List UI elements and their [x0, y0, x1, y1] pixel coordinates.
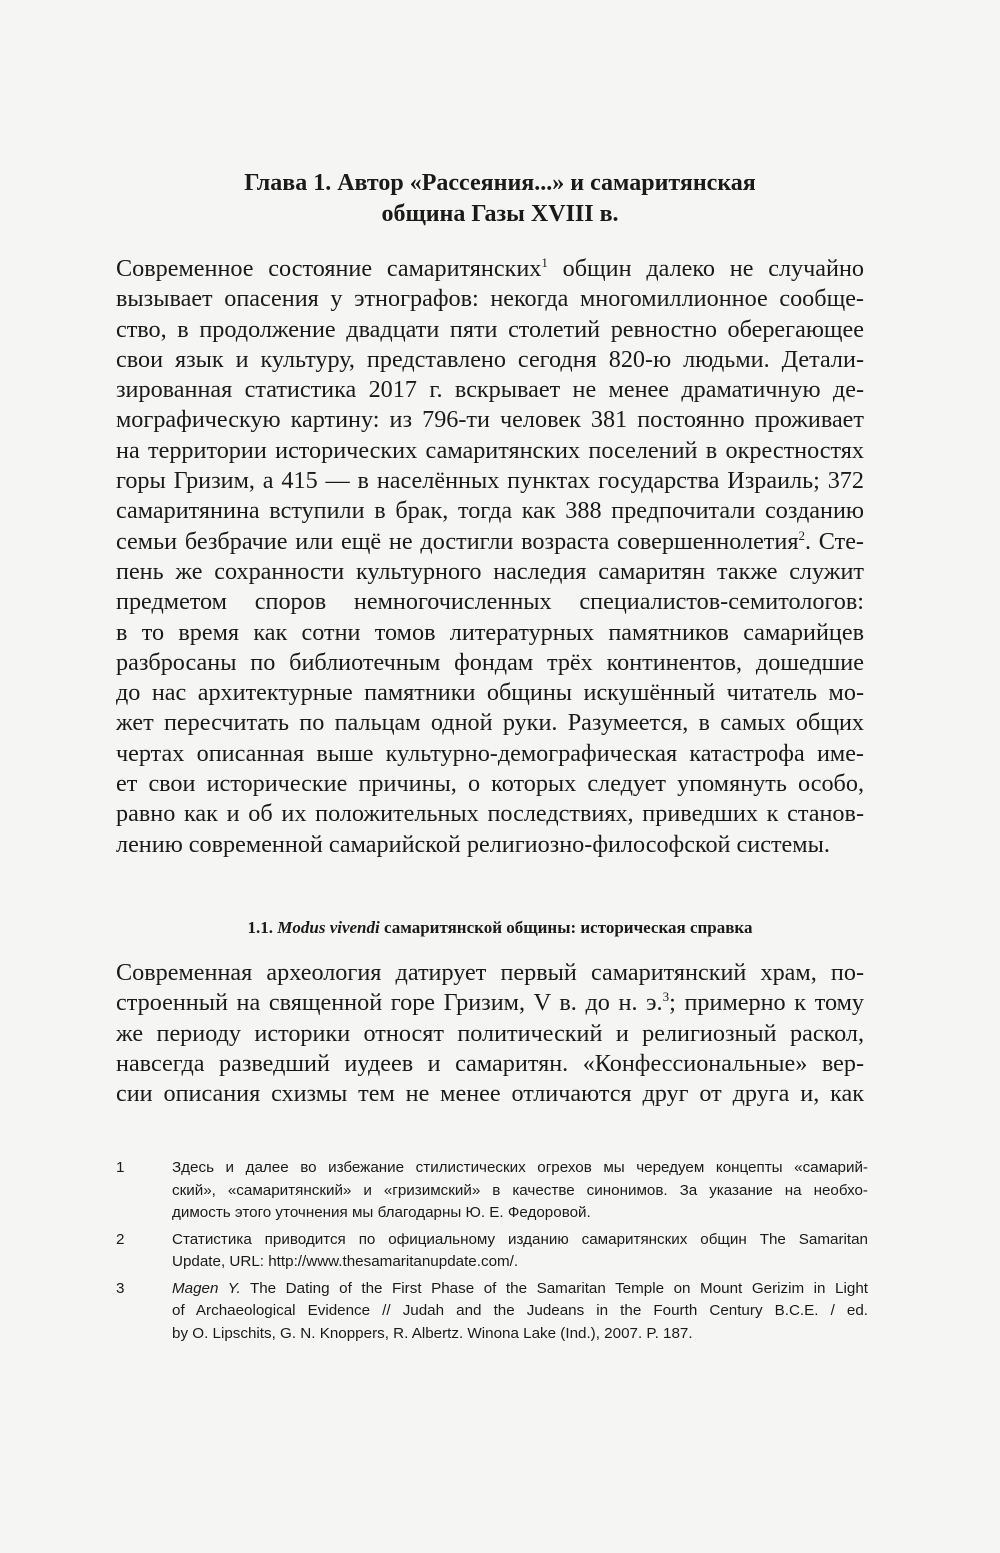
chapter-title — [150, 168, 850, 230]
footnote-line: by O. Lipschits, G. N. Knoppers, R. Albertz. Winona Lake (Ind.), 2007. P. 187. — [172, 1324, 693, 1342]
text-line: сии описания схизмы тем не менее отличаются друг от друга и, как — [116, 1080, 864, 1108]
text-line: на территории исторических самаритянских поселений в окрестностях — [116, 436, 864, 464]
text-line: разбросаны по библиотечным фондам трёх континентов, дошедшие — [116, 648, 864, 676]
section-title-rest: самаритянской общины: историческая справка — [379, 918, 753, 937]
text-line: зированная статистика 2017 г. вскрывает не менее драматичную де- — [116, 376, 864, 404]
text-line: предметом споров немногочисленных специалистов-семитологов: — [116, 588, 864, 616]
section-title-italic: Modus vivendi — [277, 918, 380, 937]
text-line: ство, в продолжение двадцати пяти столетий ревностно оберегающее — [116, 315, 864, 343]
paragraph-1 — [116, 254, 864, 860]
text-line: Современное состояние самаритянских$^1$ общин далеко не случайно — [116, 254, 864, 282]
text-line: горы Гризим, а 415 — в населённых пунктах государства Израиль; 372 — [116, 467, 864, 495]
footnote-text — [172, 1157, 868, 1225]
paragraph-2 — [116, 958, 864, 1109]
footnote-author: Magen Y. — [172, 1279, 241, 1297]
chapter-title-line-2: община Газы XVIII в. — [381, 201, 619, 227]
footnote-ref-3[interactable]: 3 — [662, 989, 670, 1005]
text-line: же периоду историки относят политический и религиозный раскол, — [116, 1019, 864, 1047]
footnote-3 — [116, 1278, 868, 1346]
chapter-title-line-1: Глава 1. Автор «Рассеяния...» и самаритянская — [244, 170, 756, 196]
footnote-number: 2 — [116, 1230, 125, 1248]
text-line: мографическую картину: из 796-ти человек 381 постоянно проживает — [116, 406, 864, 434]
text-line: Современная археология датирует первый самаритянский храм, по- — [116, 959, 864, 986]
footnote-number: 1 — [116, 1159, 125, 1176]
text-line: до нас архитектурные памятники общины искушённый читатель мо- — [116, 679, 864, 707]
footnote-line: Magen Y. The Dating of the First Phase of the Samaritan Temple on Mount Gerizim in Light — [172, 1279, 868, 1297]
footnote-line: димость этого уточнения мы благодарны Ю. Е. Федоровой. — [172, 1204, 591, 1221]
text-line: жет пересчитать по пальцам одной руки. Разумеется, в самых общих — [116, 709, 864, 737]
text-line: лению современной самарийской религиозно-философской системы. — [116, 830, 830, 858]
text-line: чертах описанная выше культурно-демографическая катастрофа име- — [116, 739, 864, 767]
footnote-1 — [116, 1157, 868, 1225]
footnote-line: Здесь и далее во избежание стилистических огрехов мы чередуем концепты «самарий- — [172, 1159, 868, 1176]
footnotes — [116, 1157, 868, 1349]
text-line: свои язык и культуру, представлено сегодня 820-ю людьми. Детали- — [116, 345, 864, 373]
text-line: вызывает опасения у этнографов: некогда многомиллионное сообще- — [116, 285, 864, 313]
footnote-line: ский», «самаритянский» и «гризимский» в качестве синонимов. За указание на необхо- — [172, 1181, 868, 1199]
footnote-line: of Archaeological Evidence // Judah and the Judeans in the Fourth Century B.C.E. / ed. — [172, 1302, 868, 1319]
text-line: самаритянина вступили в брак, тогда как 388 предпочитали созданию — [116, 497, 864, 525]
text-line: семьи безбрачие или ещё не достигли возраста совершеннолетия$^2$. Сте- — [116, 527, 864, 555]
text-line: равно как и об их положительных последствиях, приведших к станов- — [116, 800, 864, 828]
footnote-2 — [116, 1229, 868, 1274]
text-line: ет свои исторические причины, о которых следует упомянуть особо, — [116, 770, 864, 798]
footnote-number: 3 — [116, 1279, 125, 1297]
footnote-text — [172, 1229, 868, 1274]
footnote-ref-2[interactable]: 2 — [798, 527, 805, 543]
footnote-text — [172, 1278, 868, 1346]
text-line: строенный на священной горе Гризим, V в. до н. э.$^3$; примерно к тому — [116, 989, 864, 1017]
section-title — [150, 916, 850, 940]
section-number: 1.1. — [247, 918, 278, 937]
footnote-line: Update, URL: http://www.thesamaritanupdate.com/. — [172, 1253, 519, 1270]
text-line: в то время как сотни томов литературных памятников самарийцев — [116, 618, 864, 646]
text-line: пень же сохранности культурного наследия самаритян также служит — [116, 557, 864, 585]
footnote-ref-1[interactable]: 1 — [541, 254, 548, 270]
footnote-line: Статистика приводится по официальному изданию самаритянских общин The Samaritan — [172, 1230, 868, 1248]
text-line: навсегда разведший иудеев и самаритян. «Конфессиональные» вер- — [116, 1049, 864, 1077]
